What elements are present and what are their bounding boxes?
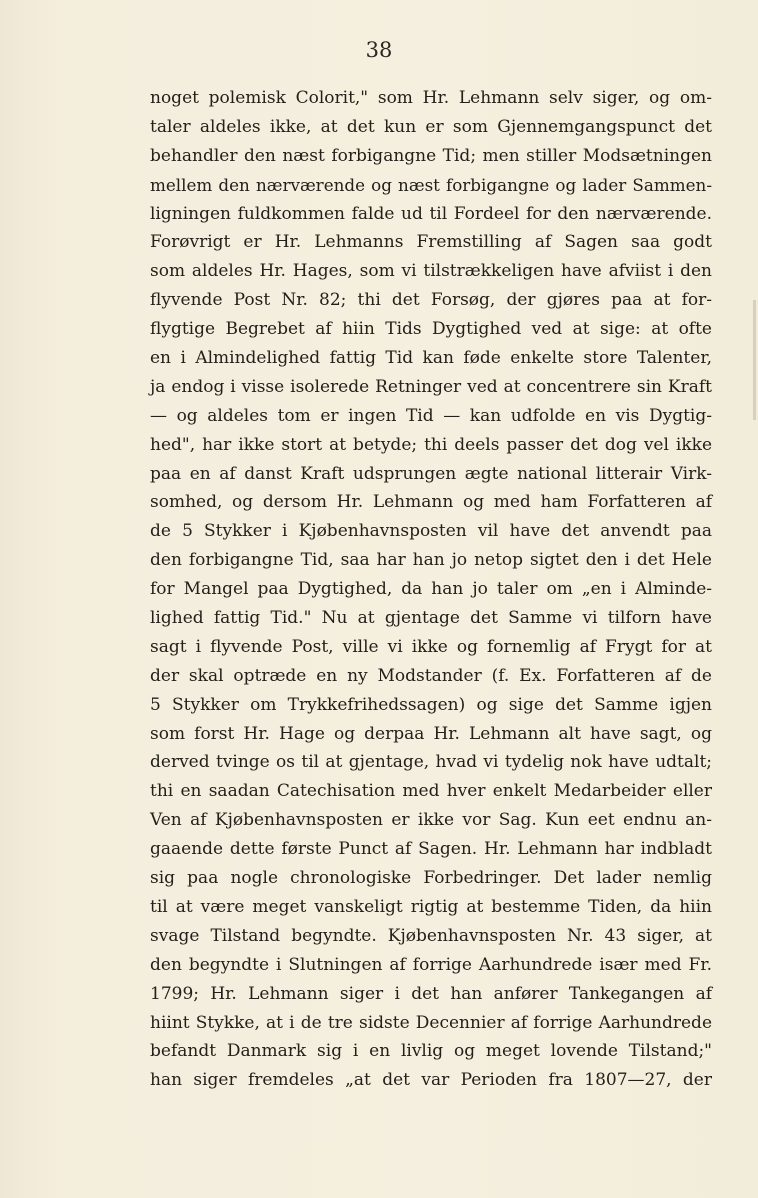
text-line: mellem den nærværende og næst forbigangne og lader Sammen- bbox=[150, 174, 712, 195]
text-line: den forbigangne Tid, saa har han jo netop sigtet den i det Hele bbox=[150, 550, 712, 571]
text-line: taler aldeles ikke, at det kun er som Gjennemgangspunct det bbox=[150, 116, 712, 137]
text-line: derved tvinge os til at gjentage, hvad vi tydelig nok have udtalt; bbox=[150, 752, 712, 773]
text-line: — og aldeles tom er ingen Tid — kan udfolde en vis Dygtig- bbox=[150, 405, 712, 426]
text-line: hed", har ikke stort at betyde; thi deels passer det dog vel ikke bbox=[150, 434, 712, 455]
text-line: flyvende Post Nr. 82; thi det Forsøg, der gjøres paa at for- bbox=[150, 290, 712, 311]
text-line: sig paa nogle chronologiske Forbedringer. Det lader nemlig bbox=[150, 868, 712, 889]
text-line: Ven af Kjøbenhavnsposten er ikke vor Sag. Kun eet endnu an- bbox=[150, 810, 712, 831]
text-line: der skal optræde en ny Modstander (f. Ex. Forfatteren af de bbox=[150, 665, 712, 686]
text-line: en i Almindelighed fattig Tid kan føde enkelte store Talenter, bbox=[150, 348, 712, 369]
text-line: paa en af danst Kraft udsprungen ægte national litterair Virk- bbox=[150, 463, 712, 484]
text-line: sagt i flyvende Post, ville vi ikke og fornemlig af Frygt for at bbox=[150, 636, 712, 657]
text-line: hiint Stykke, at i de tre sidste Decennier af forrige Aarhundrede bbox=[150, 1012, 712, 1033]
text-line: 1799; Hr. Lehmann siger i det han anfører Tankegangen af bbox=[150, 983, 712, 1004]
text-line: svage Tilstand begyndte. Kjøbenhavnsposten Nr. 43 siger, at bbox=[150, 925, 712, 946]
text-line: de 5 Stykker i Kjøbenhavnsposten vil have det anvendt paa bbox=[150, 521, 712, 542]
text-line: for Mangel paa Dygtighed, da han jo taler om „en i Almindе- bbox=[150, 579, 712, 600]
text-line: flygtige Begrebet af hiin Tids Dygtighed ved at sige: at ofte bbox=[150, 319, 712, 340]
text-line: thi en saadan Catechisation med hver enkelt Medarbeider eller bbox=[150, 781, 712, 802]
text-line: 5 Stykker om Trykkefrihedssagen) og sige det Samme igjen bbox=[150, 694, 712, 715]
text-line: han siger fremdeles „at det var Perioden fra 1807—27, der bbox=[150, 1070, 712, 1091]
text-line: ligningen fuldkommen falde ud til Fordeel for den nærværende. bbox=[150, 203, 712, 224]
text-line: den begyndte i Slutningen af forrige Aarhundrede især med Fr. bbox=[150, 954, 712, 975]
text-line: behandler den næst forbigangne Tid; men stiller Modsætningen bbox=[150, 145, 712, 166]
text-line: som forst Hr. Hage og derpaa Hr. Lehmann alt have sagt, og bbox=[150, 723, 712, 744]
text-line: gaaende dette første Punct af Sagen. Hr. Lehmann har indbladt bbox=[150, 839, 712, 860]
page-edge-shadow bbox=[753, 300, 756, 420]
page-number: 38 bbox=[365, 38, 393, 62]
text-line: lighed fattig Tid." Nu at gjentage det Samme vi tilforn have bbox=[150, 608, 712, 629]
text-line: til at være meget vanskeligt rigtig at bestemme Tiden, da hiin bbox=[150, 896, 712, 917]
body-text bbox=[150, 84, 712, 1095]
text-line: noget polemisk Colorit," som Hr. Lehmann selv siger, og om- bbox=[150, 88, 712, 108]
text-line: somhed, og dersom Hr. Lehmann og med ham Forfatteren af bbox=[150, 492, 712, 513]
text-line: ja endog i visse isolerede Retninger ved at concentrere sin Kraft bbox=[150, 376, 712, 397]
text-line: Forøvrigt er Hr. Lehmanns Fremstilling af Sagen saa godt bbox=[150, 232, 712, 253]
text-line: befandt Danmark sig i en livlig og meget lovende Tilstand;" bbox=[150, 1041, 712, 1062]
text-line: som aldeles Hr. Hages, som vi tilstrækkeligen have afviist i den bbox=[150, 261, 712, 282]
